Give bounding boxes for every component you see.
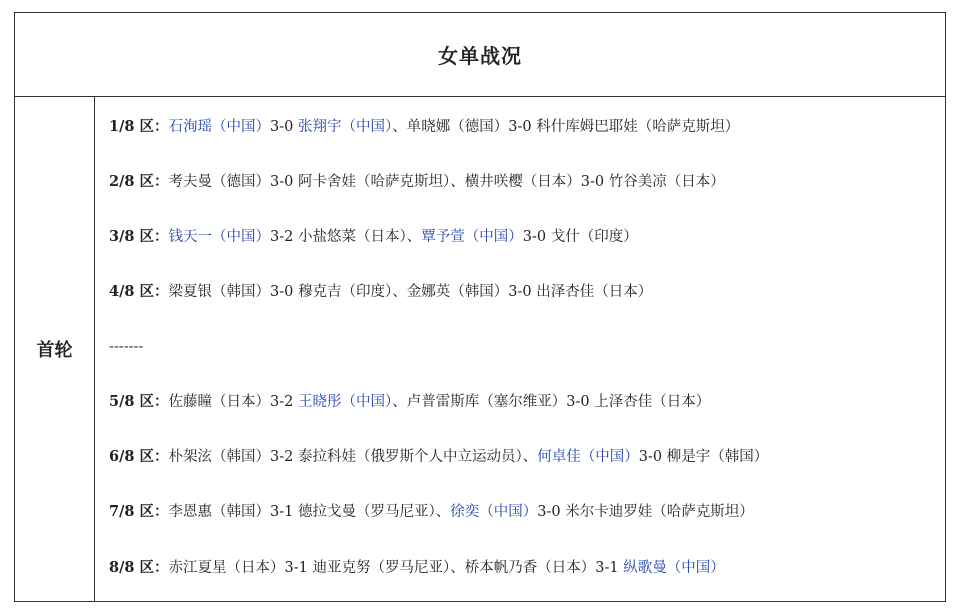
- zone-label: 1/8 区：: [109, 118, 169, 135]
- match-text: 、单晓娜（德国）3-0 科什库姆巴耶娃（哈萨克斯坦）: [392, 119, 740, 135]
- result-row: [109, 447, 768, 467]
- match-text: 3-0 柳是宇（韩国）: [638, 449, 769, 465]
- zone-label: 4/8 区：: [109, 283, 169, 300]
- table-title: 女单战况: [438, 44, 522, 68]
- results-table: [14, 12, 946, 602]
- zone-label: 3/8 区：: [109, 228, 169, 245]
- zone-label: 8/8 区：: [109, 559, 169, 576]
- china-player-name: 徐奕（中国）: [450, 504, 538, 520]
- title-row: [15, 13, 945, 97]
- results-list: [95, 97, 945, 601]
- zone-label: 5/8 区：: [109, 393, 169, 410]
- match-text: 3-0 米尔卡迪罗娃（哈萨克斯坦）: [537, 504, 754, 520]
- match-text: 李恩惠（韩国）3-1 德拉戈曼（罗马尼亚）、: [168, 504, 451, 520]
- china-player-name: 覃予萱（中国）: [421, 229, 523, 245]
- match-text: 3-0: [270, 119, 298, 135]
- china-player-name: 何卓佳（中国）: [537, 449, 639, 465]
- result-row: [109, 227, 638, 247]
- match-text: 佐藤瞳（日本）3-2: [168, 394, 298, 410]
- result-row: [109, 392, 710, 412]
- zone-label: 6/8 区：: [109, 448, 169, 465]
- match-text: 、卢普雷斯库（塞尔维亚）3-0 上泽杏佳（日本）: [392, 394, 711, 410]
- match-text: 朴架泫（韩国）3-2 泰拉科娃（俄罗斯个人中立运动员）、: [168, 449, 538, 465]
- result-row: [109, 172, 725, 192]
- zone-label: 7/8 区：: [109, 503, 169, 520]
- china-player-name: 王晓彤（中国）: [298, 394, 393, 410]
- round-column: [15, 97, 95, 601]
- round-label: 首轮: [36, 340, 73, 361]
- match-text: 考夫曼（德国）3-0 阿卡舍娃（哈萨克斯坦）、横井咲樱（日本）3-0 竹谷美凉（日本）: [168, 174, 725, 190]
- china-player-name: 张翔宇（中国）: [298, 119, 393, 135]
- match-text: -------: [109, 339, 144, 355]
- china-player-name: 纵歌曼（中国）: [623, 560, 725, 576]
- china-player-name: 钱天一（中国）: [168, 229, 271, 245]
- result-row: [109, 558, 725, 578]
- match-text: 梁夏银（韩国）3-0 穆克吉（印度）、金娜英（韩国）3-0 出泽杏佳（日本）: [168, 284, 653, 300]
- result-row: [109, 282, 652, 302]
- result-row: [109, 502, 754, 522]
- match-text: 3-2 小盐悠菜（日本）、: [270, 229, 422, 245]
- china-player-name: 石洵瑶（中国）: [168, 119, 271, 135]
- match-text: 3-0 戈什（印度）: [522, 229, 638, 245]
- result-row: [109, 117, 739, 137]
- separator-row: [109, 337, 143, 357]
- zone-label: 2/8 区：: [109, 173, 169, 190]
- match-text: 赤江夏星（日本）3-1 迪亚克努（罗马尼亚）、桥本帆乃香（日本）3-1: [168, 560, 624, 576]
